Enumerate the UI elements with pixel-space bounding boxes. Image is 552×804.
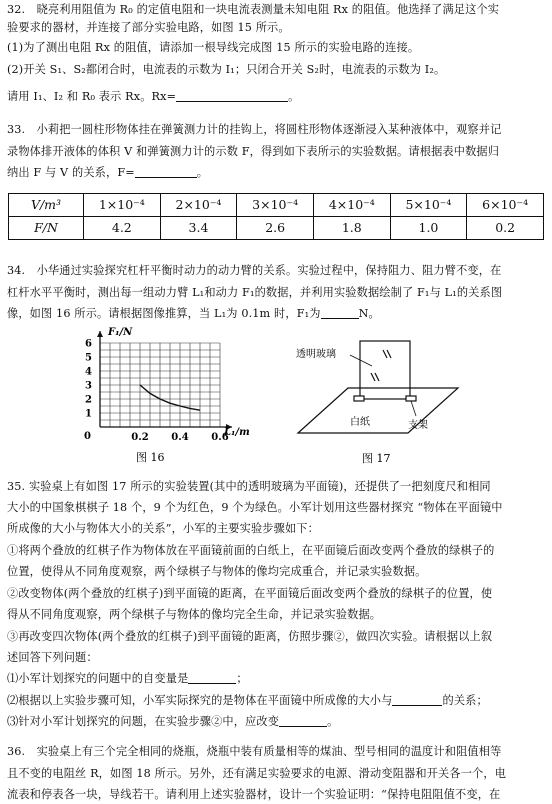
q34-line-2: 杠杆水平平衡时，测出每一组动力臂 L₁和动力 F₁的数据，并利用实验数据绘制了 F₁与 L₁的关系图 — [7, 286, 503, 299]
answer-blank-relation[interactable] — [392, 693, 442, 706]
q32-line-4: (2)开关 S₁、S₂都闭合时，电流表的示数为 I₁；只闭合开关 S₂时，电流表的示数为 I₂。 — [7, 63, 446, 76]
table-cell: 0.2 — [467, 217, 544, 240]
y-tick-label: 6 — [85, 338, 92, 350]
q34-line-1: 34. 小华通过实验探究杠杆平衡时动力的动力臂的关系。实验过程中，保持阻力、阻力臂不变，在 — [7, 264, 502, 277]
label-pointer-glass — [350, 355, 372, 366]
x-tick-label: 0.2 — [131, 432, 149, 443]
glass-shine-mark — [383, 350, 387, 358]
q32-prompt: 请用 I₁、I₂ 和 R₀ 表示 Rx。Rx= — [7, 90, 177, 103]
answer-blank-rx[interactable] — [176, 89, 288, 102]
y-tick-label: 5 — [85, 352, 92, 364]
q32-line-1: 32. 晓亮利用阻值为 R₀ 的定值电阻和一块电流表测量未知电阻 Rx 的阻值。他选择了满足这个实 — [7, 3, 500, 16]
chart-axes — [97, 331, 232, 430]
table-cell: 3.4 — [160, 217, 237, 240]
stand-left — [354, 396, 364, 401]
table-cell: 4×10⁻⁴ — [313, 194, 390, 217]
answer-blank-f[interactable] — [135, 165, 197, 178]
q33-line-3: 纳出 F 与 V 的关系，F= 。 — [7, 166, 209, 179]
data-table — [8, 193, 544, 240]
y-tick-label: 0 — [84, 431, 91, 442]
table-cell: 3×10⁻⁴ — [237, 194, 314, 217]
paper-label: 白纸 — [350, 417, 370, 428]
answer-blank-variable[interactable] — [188, 671, 236, 684]
q35-line-9: 述回答下列问题： — [7, 651, 98, 664]
q35-line-10: ⑴小军计划探究的问题中的自变量是 ； — [7, 672, 248, 685]
table-cell: 4.2 — [84, 217, 161, 240]
figure-17-caption: 图 17 — [362, 452, 391, 465]
y-tick-label: 4 — [85, 366, 92, 378]
y-axis-label: F₁/N — [108, 327, 133, 338]
q34-prompt: 像，如图 16 所示。请根据图像推算，当 L₁为 0.1m 时，F₁为 — [7, 307, 321, 320]
q32-line-2: 验要求的器材，并连接了部分实验电路，如图 15 所示。 — [7, 21, 290, 34]
chart-grid — [100, 343, 220, 427]
q36-line-3: 流表和停表各一块，导线若干。请利用上述实验器材，设计一个实验证明：“保持电阻阻值不变，在 — [7, 788, 501, 801]
table-row — [9, 194, 544, 217]
glass-shine-mark — [371, 373, 375, 381]
stand-right — [406, 396, 416, 401]
table-cell: 1.0 — [390, 217, 467, 240]
table-cell: 6×10⁻⁴ — [467, 194, 544, 217]
q35-line-11: ⑵根据以上实验步骤可知，小军实际探究的是物体在平面镜中所成像的大小与 的关系； — [7, 694, 488, 707]
table-cell: 1×10⁻⁴ — [84, 194, 161, 217]
y-tick-label: 3 — [85, 380, 92, 392]
q34-line-3: 像，如图 16 所示。请根据图像推算，当 L₁为 0.1m 时，F₁为 N。 — [7, 307, 380, 320]
white-paper-shape — [298, 388, 458, 433]
q35-line-1: 35. 实验桌上有如图 17 所示的实验装置(其中的透明玻璃为平面镜)，还提供了一把刻度尺和相同 — [7, 480, 491, 493]
table-cell: 1.8 — [313, 217, 390, 240]
table-cell: 2×10⁻⁴ — [160, 194, 237, 217]
y-axis-arrow — [97, 331, 103, 337]
q35-line-6: ②改变物体(两个叠放的红棋子)到平面镜的距离，在平面镜后面改变两个叠放的绿棋子的位置，使 — [7, 587, 493, 600]
table-cell: 2.6 — [237, 217, 314, 240]
q32-line-5: 请用 I₁、I₂ 和 R₀ 表示 Rx。Rx= 。 — [7, 90, 300, 103]
q36-line-2: 且不变的电阻丝 R，如图 18 所示。另外，还有满足实验要求的电源、滑动变阻器和开关各一个，电 — [7, 767, 507, 780]
glass-shine-mark — [375, 373, 379, 381]
table-cell: 5×10⁻⁴ — [390, 194, 467, 217]
stand-label: 支架 — [408, 420, 428, 431]
y-tick-label: 2 — [85, 394, 92, 406]
q35-line-5: 位置，使得从不同角度观察，两个绿棋子与物体的像均完成重合，并记录实验数据。 — [7, 565, 427, 578]
table-row — [9, 217, 544, 240]
q35-line-8: ③再改变四次物体(两个叠放的红棋子)到平面镜的距离，仿照步骤②，做四次实验。请根据以上叙 — [7, 630, 493, 643]
q35-line-4: ①将两个叠放的红棋子作为物体放在平面镜前面的白纸上，在平面镜后面改变两个叠放的绿棋子的 — [7, 544, 495, 557]
figure-16-chart — [60, 320, 260, 470]
q33-line-1: 33. 小莉把一圆柱形物体挂在弹簧测力计的挂钩上，将圆柱形物体逐渐浸入某种液体中，观察并记 — [7, 123, 502, 136]
q35-line-3: 所成像的大小与物体大小的关系”，小军的主要实验步骤如下： — [7, 522, 319, 535]
x-axis-label: L₁/m — [224, 427, 250, 438]
glass-label: 透明玻璃 — [296, 349, 336, 360]
q32-line-3: (1)为了测出电阻 Rx 的阻值，请添加一根导线完成图 15 所示的实验电路的连接。 — [7, 41, 420, 54]
glass-shine-mark — [387, 350, 391, 358]
label-pointer-stand — [411, 401, 416, 416]
q35-prompt-1: ⑴小军计划探究的问题中的自变量是 — [7, 672, 189, 685]
q33-line-2: 录物体排开液体的体积 V 和弹簧测力计的示数 F，得到如下表所示的实验数据。请根据表中数据归 — [7, 145, 500, 158]
q35-line-2: 大小的中国象棋棋子 18 个，9 个为红色，9 个为绿色。小军计划用这些器材探究 “物体在平面镜中 — [7, 501, 503, 514]
x-tick-label: 0.6 — [211, 432, 229, 443]
figure-17-diagram — [288, 328, 468, 468]
q35-prompt-2: ⑵根据以上实验步骤可知，小军实际探究的是物体在平面镜中所成像的大小与 — [7, 694, 393, 707]
x-tick-label: 0.4 — [171, 432, 189, 443]
q33-prompt: 纳出 F 与 V 的关系，F= — [7, 166, 135, 179]
glass-pane — [360, 341, 410, 399]
answer-blank-change[interactable] — [279, 714, 327, 727]
figure-16-caption: 图 16 — [136, 451, 165, 464]
table-header-v: V/m³ — [9, 194, 84, 217]
q35-line-12: ⑶针对小军计划探究的问题，在实验步骤②中，应改变 。 — [7, 715, 339, 728]
q35-line-7: 得从不同角度观察，两个绿棋子与物体的像均完全生命，并记录实验数据。 — [7, 608, 382, 621]
answer-blank-f1[interactable] — [321, 306, 359, 319]
table-header-f: F/N — [9, 217, 84, 240]
q35-prompt-3: ⑶针对小军计划探究的问题，在实验步骤②中，应改变 — [7, 715, 280, 728]
q36-line-1: 36. 实验桌上有三个完全相同的烧瓶，烧瓶中装有质量相等的煤油、型号相同的温度计和阻值相等 — [7, 745, 502, 758]
y-tick-label: 1 — [85, 408, 92, 420]
